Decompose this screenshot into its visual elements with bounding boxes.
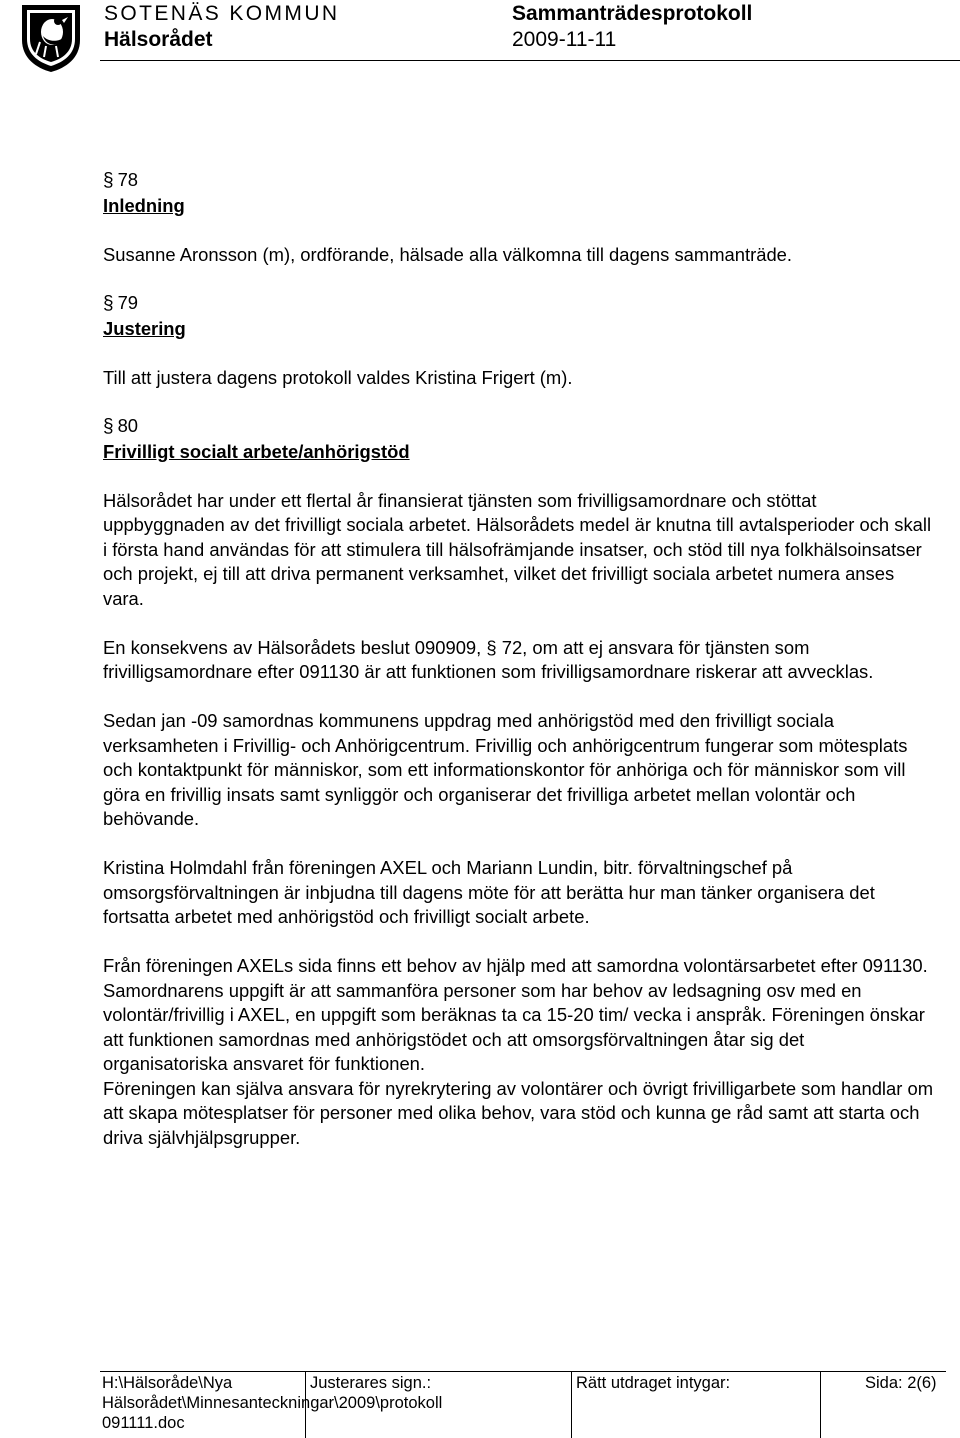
- document-type: Sammanträdesprotokoll: [512, 2, 753, 25]
- protocol-body: [103, 168, 933, 1150]
- page-footer: [0, 1371, 960, 1438]
- footer-column-divider: [571, 1371, 572, 1438]
- file-path: H:\Hälsoråde\Nya Hälsorådet\Minnesanteckningar\2009\protokoll 091111.doc: [102, 1374, 443, 1432]
- meeting-date: 2009-11-11: [512, 28, 617, 51]
- paragraph: Från föreningen AXELs sida finns ett behov av hjälp med att samordna volontärsarbetet efter 091130. Samordnarens uppgift är att sammanföra personer som har behov av ledsagning osv med en volontär/frivillig i AXEL, en uppgift som beräknas ta ca 15-20 tim/ vecka i anspråk. Föreningen önskar att funktionen samordnas med anhörigstödet och att omsorgsförvaltningen åtar sig det organisatoriska ansvaret för funktionen.: [103, 955, 928, 1074]
- municipality-crest-logo: [18, 2, 84, 74]
- section-79: [103, 291, 933, 390]
- section-78: [103, 168, 933, 267]
- section-number: § 79: [103, 292, 139, 314]
- section-sign-icon: §: [103, 170, 114, 191]
- paragraph: En konsekvens av Hälsorådets beslut 090909, § 72, om att ej ansvara för tjänsten som frivilligsamordnare efter 091130 är att funktionen som frivilligsamordnare riskerar att avvecklas.: [103, 636, 874, 682]
- department-name: Hälsorådet: [104, 28, 213, 51]
- paragraph: Sedan jan -09 samordnas kommunens uppdrag med anhörigstöd med den frivilligt sociala verksamheten i Frivillig- och Anhörigcentrum. Frivillig och anhörigcentrum fungerar som mötesplats och kontaktpunkt för människor, som ett informationskontor för anhöriga och för människor som vill göra en frivillig insats samt synliggör och organiserar det frivilliga arbetet mellan volontär och behövande.: [103, 710, 908, 829]
- section-80: [103, 414, 933, 1150]
- footer-column-divider: [305, 1371, 306, 1438]
- paragraph: Kristina Holmdahl från föreningen AXEL och Mariann Lundin, bitr. förvaltningschef på omsorgsförvaltningen är inbjudna till dagens möte för att berätta hur man tänker organisera det fortsatta arbetet med anhörigstöd och frivilligt socialt arbete.: [103, 857, 875, 927]
- footer-column-divider: [820, 1371, 821, 1438]
- section-sign-icon: §: [103, 293, 114, 314]
- paragraph: Föreningen kan själva ansvara för nyrekrytering av volontärer och övrigt frivilligarbete som handlar om att skapa mötesplatser för personer med olika behov, vara stöd och kunna ge råd samt att starta och driva självhjälpsgrupper.: [103, 1077, 934, 1148]
- section-title: Frivilligt socialt arbete/anhörigstöd: [103, 440, 410, 462]
- certified-label: Rätt utdraget intygar:: [576, 1374, 731, 1392]
- section-number: § 78: [103, 169, 139, 191]
- paragraph: Susanne Aronsson (m), ordförande, hälsade alla välkomna till dagens sammanträde.: [103, 243, 793, 265]
- header-divider: [100, 60, 960, 61]
- municipality-name: SOTENÄS KOMMUN: [104, 2, 340, 25]
- paragraph: Till att justera dagens protokoll valdes Kristina Frigert (m).: [103, 366, 573, 388]
- page-number: Sida: 2(6): [865, 1374, 937, 1392]
- section-number: § 80: [103, 415, 139, 437]
- paragraph: Hälsorådet har under ett flertal år finansierat tjänsten som frivilligsamordnare och stöttat uppbyggnaden av det frivilligt sociala arbetet. Hälsorådets medel är knutna till avtalsperioder och skall i första hand användas för att stimulera till hälsofrämjande insatser, och stöd till nya folkhälsoinsatser och projekt, ej till att driva permanent verksamhet, vilket det frivilligt sociala arbetet numera anses vara.: [103, 489, 932, 609]
- signature-label: Justerares sign.:: [310, 1374, 432, 1392]
- section-title: Justering: [103, 317, 186, 339]
- section-sign-icon: §: [103, 416, 114, 437]
- section-title: Inledning: [103, 194, 185, 216]
